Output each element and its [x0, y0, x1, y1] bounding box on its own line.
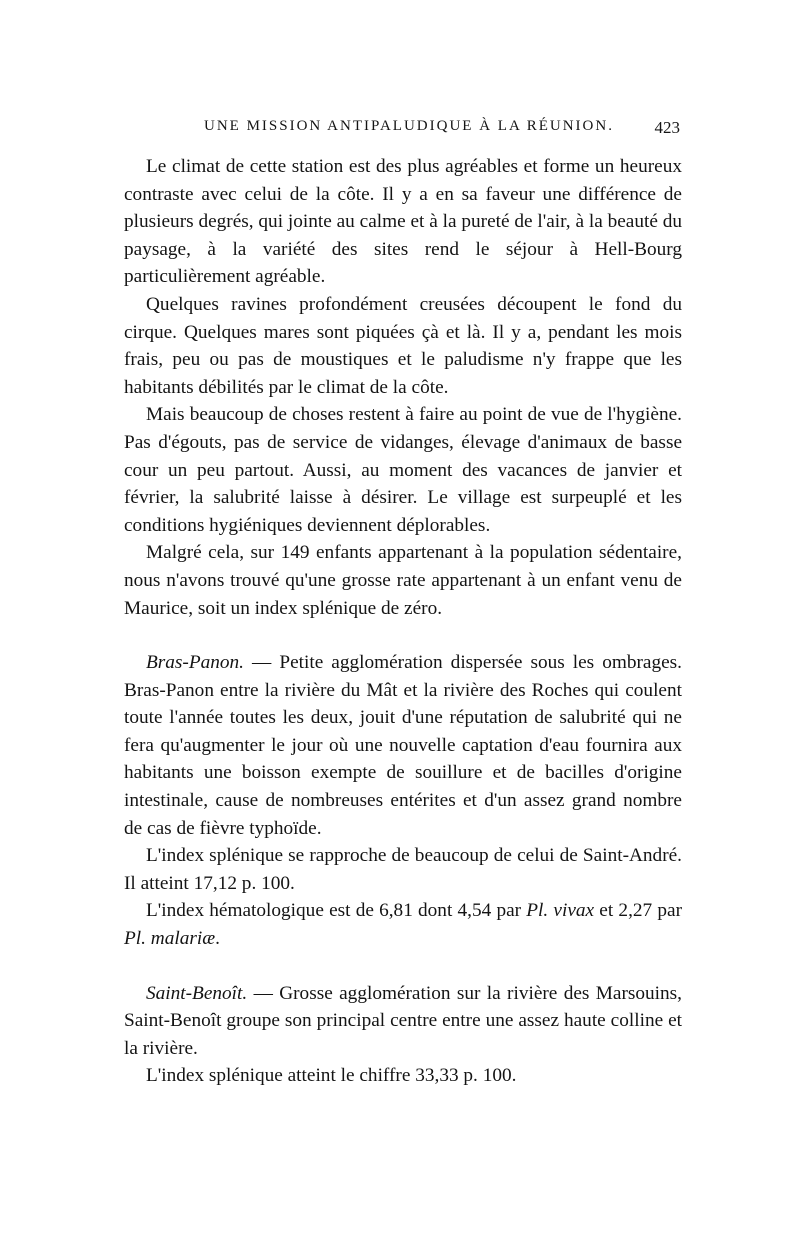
- section-gap: [124, 622, 682, 649]
- section-bras-panon: [124, 649, 682, 842]
- paragraph-climat: Le climat de cette station est des plus agréables et forme un heureux contraste avec celui de la côte. Il y a en sa faveur une différence de plusieurs degrés, qui jointe au calme et à la pureté de l'air, à la beauté du paysage, à la variété des sites rend le séjour à Hell-Bourg particulièrement agréable.: [124, 156, 682, 288]
- species-vivax: Pl. vivax: [526, 900, 595, 922]
- running-head-title: UNE MISSION ANTIPALUDIQUE À LA RÉUNION.: [204, 118, 614, 134]
- hemato-text-middle: et 2,27 par: [594, 900, 682, 922]
- species-malariae: Pl. malariæ: [124, 928, 216, 950]
- paragraph-index-hematologique: [124, 897, 682, 952]
- hemato-text-end: .: [215, 928, 220, 950]
- paragraph-hygiene: Mais beaucoup de choses restent à faire au point de vue de l'hygiène. Pas d'égouts, pas de service de vidanges, élevage d'animaux de basse cour un peu partout. Aussi, au moment des vacances de janvier et février, la salubrité laisse à désirer. Le village est surpeuplé et les conditions hygiéniques deviennent déplorables.: [124, 404, 682, 536]
- place-name-bras-panon: Bras-Panon.: [146, 652, 245, 674]
- paragraph-ravines: Quelques ravines profondément creusées découpent le fond du cirque. Quelques mares sont piquées çà et là. Il y a, pendant les mois frais, peu ou pas de moustiques et le paludisme n'y frappe que les habitants débilités par le climat de la côte.: [124, 293, 682, 398]
- paragraph-index-splenique-bras-panon: L'index splénique se rapproche de beaucoup de celui de Saint-André. Il atteint 17,12 p. 100.: [124, 845, 682, 894]
- page-body: [124, 153, 682, 1090]
- page-number: 423: [654, 118, 680, 137]
- place-name-saint-benoit: Saint-Benoît.: [146, 982, 248, 1004]
- bras-panon-text: — Petite agglomération dispersée sous les ombrages. Bras-Panon entre la rivière du Mât et la rivière des Roches qui coulent toute l'année toutes les deux, jouit d'une réputation de salubrité qui ne fera qu'augmenter le jour où une nouvelle captation d'eau fournira aux habitants une boisson exempte de souillure et de bacilles d'origine intestinale, cause de nombreuses entérites et d'un assez grand nombre de cas de fièvre typhoïde.: [124, 652, 682, 839]
- section-gap: [124, 953, 682, 980]
- section-saint-benoit: [124, 980, 682, 1063]
- paragraph-malgre: Malgré cela, sur 149 enfants appartenant à la population sédentaire, nous n'avons trouvé qu'une grosse rate appartenant à un enfant venu de Maurice, soit un index splénique de zéro.: [124, 542, 682, 619]
- saint-benoit-text: — Grosse agglomération sur la rivière des Marsouins, Saint-Benoît groupe son principal centre entre une assez haute colline et la rivière.: [124, 982, 682, 1059]
- running-head: [124, 118, 680, 144]
- paragraph-index-splenique-saint-benoit: L'index splénique atteint le chiffre 33,33 p. 100.: [146, 1065, 517, 1087]
- hemato-text-before: L'index hématologique est de 6,81 dont 4,54 par: [146, 900, 527, 922]
